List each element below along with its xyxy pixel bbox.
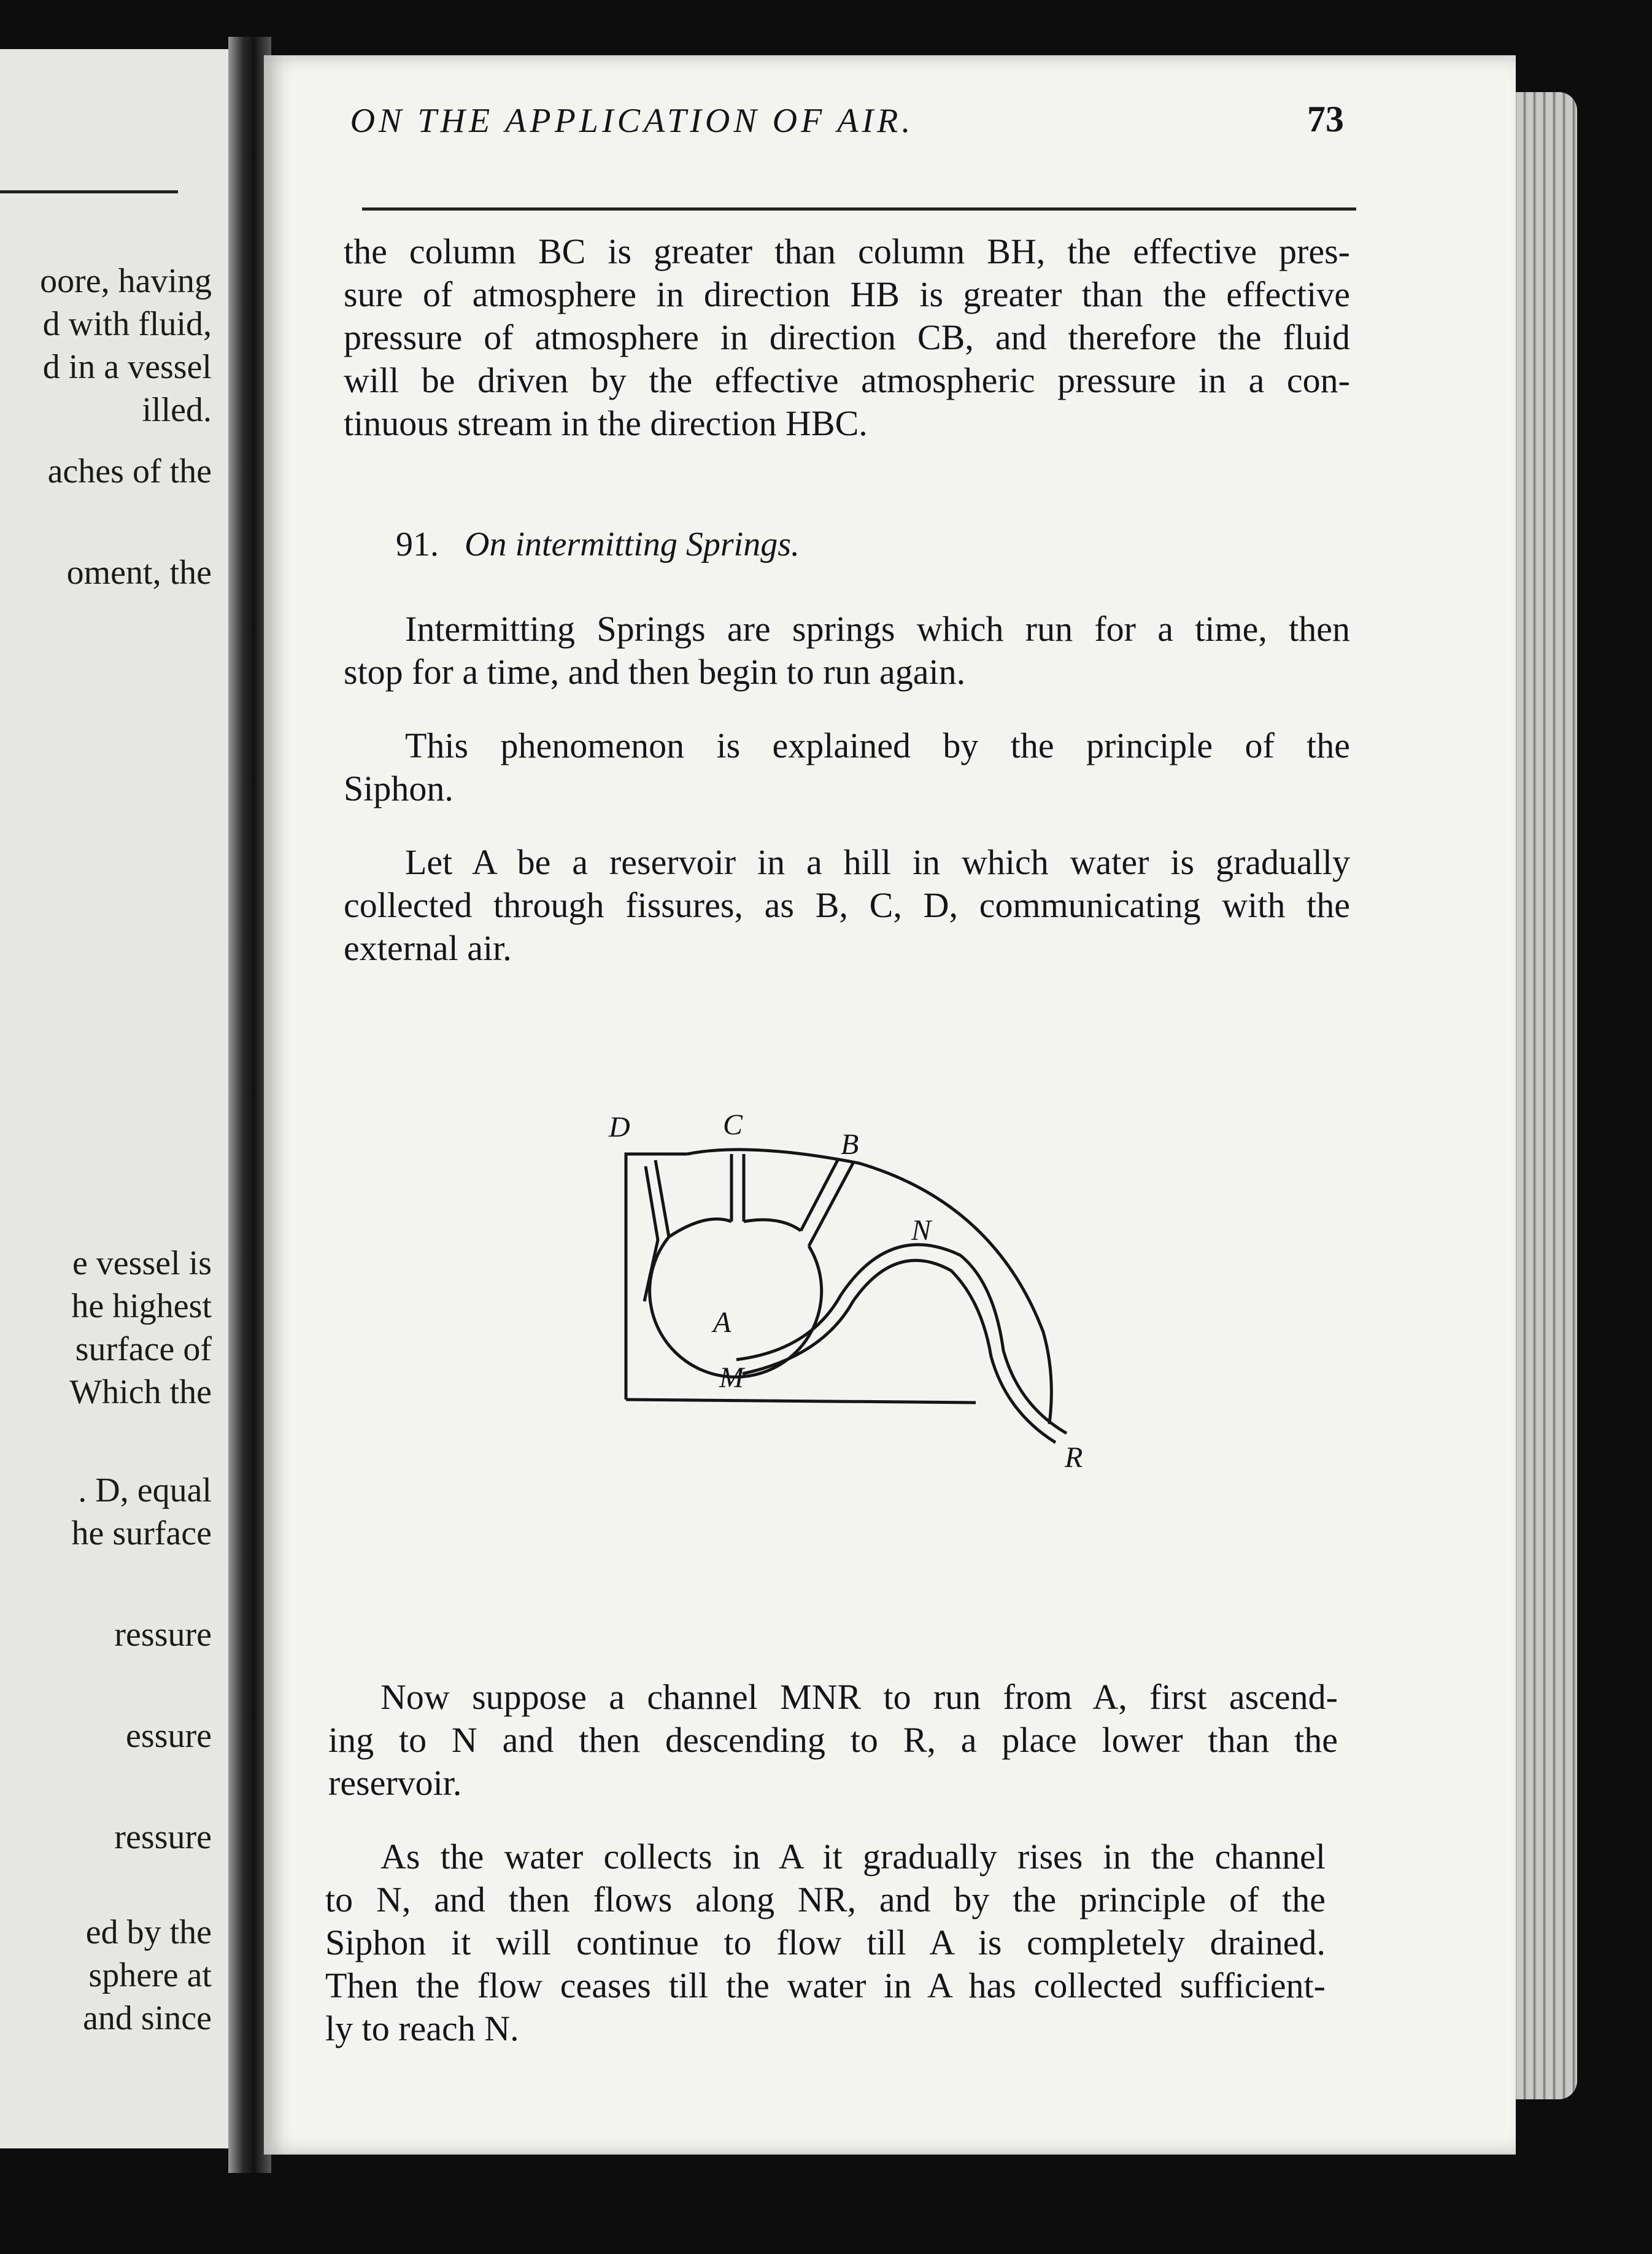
- section-number: 91.: [396, 525, 439, 564]
- reservoir-top: [669, 1219, 801, 1237]
- left-page-fragment: e vessel is: [72, 1244, 212, 1282]
- paragraph-line: Now suppose a channel MNR to run from A, first ascend-: [380, 1677, 1338, 1717]
- fissure-c: [731, 1154, 744, 1222]
- paragraph-line: Let A be a reservoir in a hill in which water is gradually: [405, 842, 1350, 882]
- left-page-fragment: d with fluid,: [42, 305, 212, 343]
- paragraph-line: This phenomenon is explained by the principle of the: [405, 726, 1350, 765]
- label-b: B: [841, 1128, 859, 1161]
- paragraph-line: sure of atmosphere in direction HB is greater than the effective: [344, 274, 1350, 314]
- left-page-fragment: he surface: [71, 1514, 212, 1552]
- left-page-fragment: ed by the: [85, 1913, 212, 1951]
- intermitting-spring-figure: [552, 1099, 1129, 1578]
- label-n: N: [911, 1214, 932, 1247]
- left-page-fragment: d in a vessel: [42, 348, 212, 386]
- left-page-fragment: sphere at: [88, 1956, 212, 1994]
- paragraph-line: Intermitting Springs are springs which run for a time, then: [405, 609, 1350, 649]
- label-m: M: [719, 1361, 744, 1394]
- ground-line: [626, 1400, 976, 1403]
- left-page-fragment: oore, having: [40, 262, 212, 300]
- left-page-fragment: ressure: [114, 1616, 212, 1654]
- paragraph-line: As the water collects in A it gradually rises in the channel: [380, 1837, 1326, 1876]
- paragraph-line: Siphon.: [344, 769, 454, 808]
- paragraph-line: reservoir.: [328, 1763, 462, 1803]
- left-page-fragment: and since: [83, 1999, 212, 2037]
- paragraph-line: tinuous stream in the direction HBC.: [344, 403, 868, 443]
- channel-outer: [743, 1260, 1056, 1443]
- hill-left-wall: [626, 1154, 687, 1400]
- paragraph-line: ly to reach N.: [325, 2008, 519, 2048]
- left-page-fragment: surface of: [75, 1330, 212, 1368]
- left-page-fragment: ressure: [114, 1818, 212, 1856]
- paragraph-line: collected through fissures, as B, C, D, communicating with the: [344, 885, 1350, 925]
- paragraph-line: Then the flow ceases till the water in A has collected sufficient-: [325, 1965, 1326, 2005]
- fissure-b: [801, 1160, 853, 1246]
- fissure-d: [644, 1160, 669, 1301]
- left-page-fragment: essure: [126, 1717, 212, 1755]
- label-d: D: [609, 1111, 630, 1144]
- label-a: A: [713, 1306, 731, 1339]
- left-page-fragment: oment, the: [66, 554, 212, 592]
- paragraph-line: Siphon it will continue to flow till A is completely drained.: [325, 1923, 1326, 1962]
- label-r: R: [1065, 1441, 1083, 1474]
- page-number: 73: [1307, 99, 1344, 139]
- left-page-fragment: illed.: [142, 391, 212, 429]
- running-head: ON THE APPLICATION OF AIR.: [350, 102, 914, 140]
- paragraph-line: pressure of atmosphere in direction CB, and therefore the fluid: [344, 317, 1350, 357]
- paragraph-line: external air.: [344, 928, 512, 968]
- left-page-rule: [0, 190, 178, 193]
- left-page: [0, 49, 236, 2148]
- label-c: C: [723, 1109, 743, 1141]
- paragraph-line: to N, and then flows along NR, and by the principle of the: [325, 1880, 1326, 1919]
- section-heading: [396, 525, 800, 564]
- left-page-fragment: he highest: [71, 1287, 212, 1325]
- paragraph-line: ing to N and then descending to R, a place lower than the: [328, 1720, 1338, 1760]
- left-page-fragment: . D, equal: [78, 1471, 212, 1509]
- header-rule: [362, 207, 1356, 211]
- paragraph-line: the column BC is greater than column BH, the effective pres-: [344, 231, 1350, 271]
- paragraph-line: stop for a time, and then begin to run again.: [344, 652, 966, 692]
- channel-inner: [736, 1245, 1067, 1433]
- left-page-fragment: aches of the: [47, 452, 212, 490]
- section-title: On intermitting Springs.: [465, 525, 800, 564]
- paragraph-line: will be driven by the effective atmospheric pressure in a con-: [344, 360, 1350, 400]
- left-page-fragment: Which the: [69, 1373, 212, 1411]
